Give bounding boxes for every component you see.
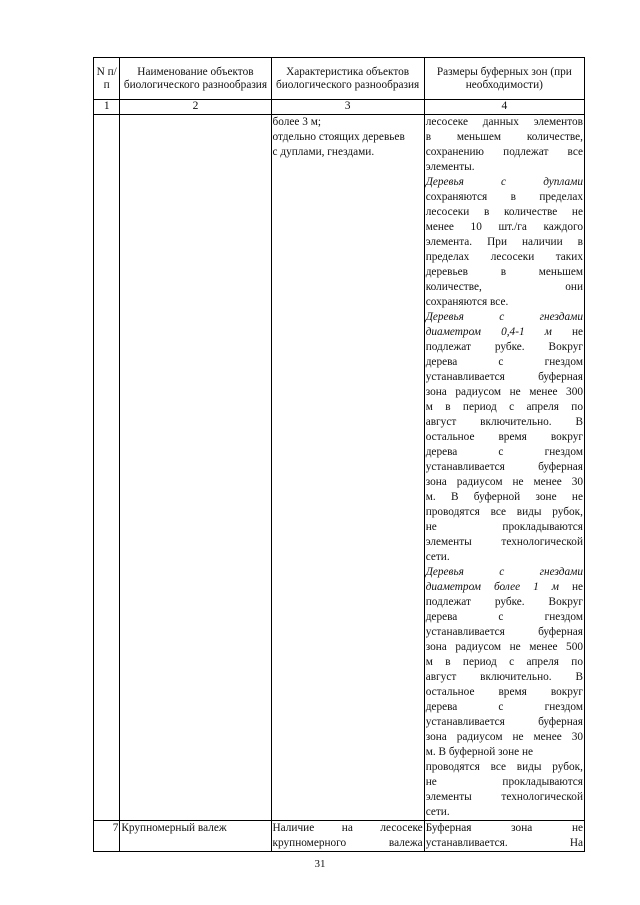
cell-line: дерева с гнездом <box>425 611 583 623</box>
cell-characteristic <box>271 821 424 852</box>
cell-line: лесосеке данных элементов <box>425 116 583 128</box>
cell-line: дерева с гнездом <box>425 446 583 458</box>
cell-line: сохраняются все. <box>425 296 509 308</box>
cell-line: м. В буферной зоне не <box>425 746 534 758</box>
cell-line: подлежат рубке. Вокруг <box>425 596 583 608</box>
nest-large-title: Деревья с гнездами <box>425 566 583 578</box>
hollow-trees-title: Деревья с дуплами <box>425 176 583 188</box>
cell-line: с дуплами, гнездами. <box>272 146 375 158</box>
cell-line: подлежат рубке. Вокруг <box>425 341 583 353</box>
cell-line: зона радиусом не менее 500 <box>425 641 583 653</box>
header-num: N п/п <box>94 58 120 100</box>
cell-line: элемента. При наличии в <box>425 236 583 248</box>
cell-line: август включительно. В <box>425 671 583 683</box>
cell-line: сети. <box>425 551 450 563</box>
cell-line: дерева с гнездом <box>425 356 583 368</box>
cell-characteristic <box>271 115 424 821</box>
cell-line: м в период с апреля по <box>425 656 583 668</box>
cell-line: менее 10 шт./га каждого <box>425 221 583 233</box>
cell-line: более 3 м; <box>272 116 322 128</box>
nest-large-diameter: диаметром более 1 м <box>425 581 559 593</box>
page-number: 31 <box>314 858 326 870</box>
cell-word: не <box>571 326 583 338</box>
biodiversity-table <box>93 57 585 852</box>
column-number-row <box>94 100 585 115</box>
column-number: 3 <box>271 100 424 115</box>
cell-line: остальное время вокруг <box>425 686 583 698</box>
cell-line: сохранению подлежат все <box>425 146 583 158</box>
cell-line: лесосеки в количестве не <box>425 206 583 218</box>
header-name: Наименование объектов биологического разнообразия <box>120 58 271 100</box>
cell-line: устанавливается буферная <box>425 461 583 473</box>
cell-line <box>426 325 583 340</box>
cell-name <box>120 115 271 821</box>
cell-word: не <box>571 581 583 593</box>
cell-line: элементы технологической <box>425 536 583 548</box>
header-characteristic: Характеристика объектов биологического разнообразия <box>271 58 424 100</box>
cell-line: зона радиусом не менее 30 <box>425 731 583 743</box>
cell-line <box>426 580 583 595</box>
cell-line: проводятся все виды рубок, <box>425 506 583 518</box>
cell-line: количестве, они <box>425 281 583 293</box>
cell-line: дерева с гнездом <box>425 701 583 713</box>
cell-line: отдельно стоящих деревьев <box>272 131 405 143</box>
cell-line: август включительно. В <box>425 416 583 428</box>
table-row <box>94 115 585 821</box>
cell-num: 7 <box>94 821 120 852</box>
cell-line: зона радиусом не менее 30 <box>425 476 583 488</box>
cell-line: в меньшем количестве, <box>425 131 583 143</box>
nest-small-diameter: диаметром 0,4-1 м <box>425 326 552 338</box>
table-header-row <box>94 58 585 100</box>
column-number: 2 <box>120 100 271 115</box>
cell-line: сохраняются в пределах <box>425 191 583 203</box>
cell-line: м. В буферной зоне не <box>425 491 583 503</box>
cell-line: устанавливается буферная <box>425 626 583 638</box>
cell-line: не прокладываются <box>425 521 583 533</box>
cell-line: устанавливается. На <box>425 837 583 849</box>
cell-line: пределах лесосеки таких <box>425 251 583 263</box>
cell-line: сети. <box>425 806 450 818</box>
table-row <box>94 821 585 852</box>
cell-line: зона радиусом не менее 300 <box>425 386 583 398</box>
cell-line: Буферная зона не <box>425 822 583 834</box>
cell-line: не прокладываются <box>425 776 583 788</box>
column-number: 1 <box>94 100 120 115</box>
cell-line: Наличие на лесосеке <box>272 822 423 834</box>
cell-line: м в период с апреля по <box>425 401 583 413</box>
cell-line: устанавливается буферная <box>425 716 583 728</box>
cell-line: элементы технологической <box>425 791 583 803</box>
cell-line: деревьев в меньшем <box>425 266 583 278</box>
nest-small-title: Деревья с гнездами <box>425 311 583 323</box>
cell-line: крупномерного валежа <box>272 837 423 849</box>
cell-line: элементы. <box>425 161 475 173</box>
cell-num <box>94 115 120 821</box>
cell-line: проводятся все виды рубок, <box>425 761 583 773</box>
cell-line: устанавливается буферная <box>425 371 583 383</box>
cell-buffer <box>424 115 584 821</box>
cell-buffer <box>424 821 584 852</box>
header-buffer: Размеры буферных зон (при необходимости) <box>424 58 584 100</box>
cell-line: остальное время вокруг <box>425 431 583 443</box>
cell-name: Крупномерный валеж <box>120 821 271 852</box>
column-number: 4 <box>424 100 584 115</box>
